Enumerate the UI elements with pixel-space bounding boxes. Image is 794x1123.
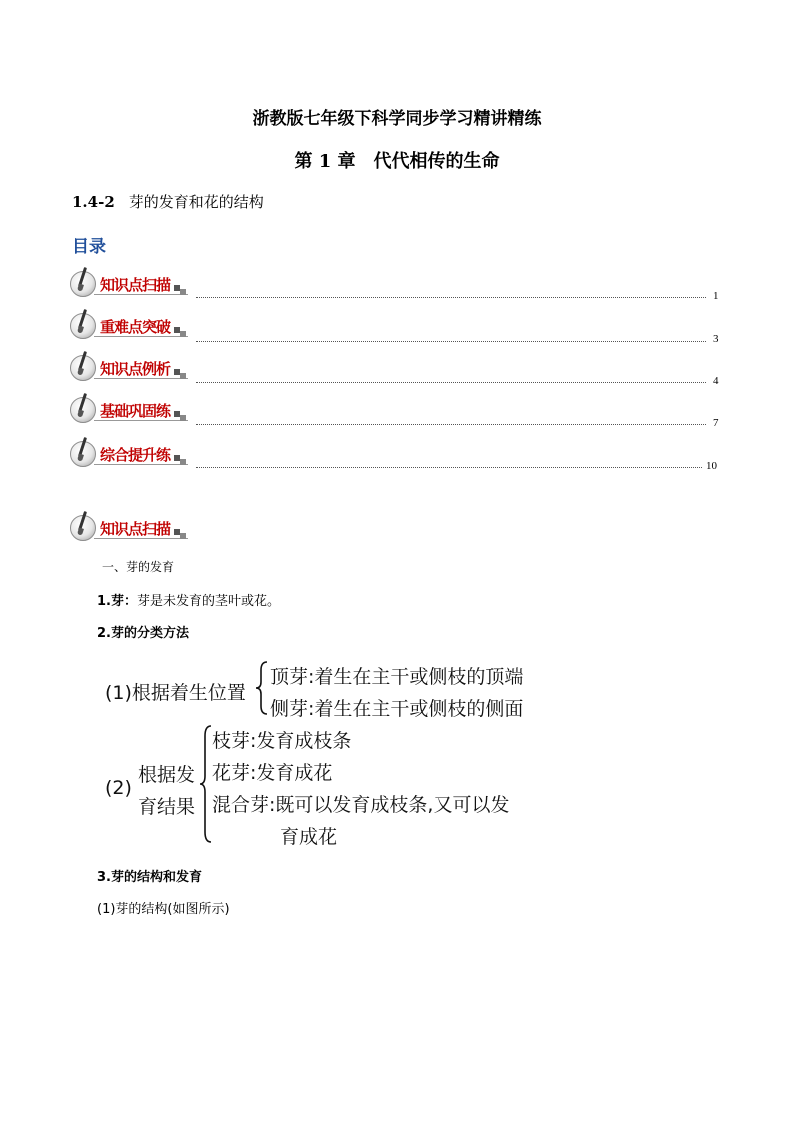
- toc-item-badge[interactable]: [70, 440, 196, 468]
- brace-icon: [199, 724, 213, 844]
- lesson-title: [72, 191, 264, 212]
- toc-item-badge[interactable]: [70, 354, 196, 382]
- toc-page-number: 10: [706, 460, 717, 472]
- point-3: 3.芽的结构和发育: [97, 870, 202, 885]
- point-2: 2.芽的分类方法: [97, 626, 189, 641]
- toc-item-label: 知识点扫描: [100, 276, 171, 294]
- toc-item-label: 综合提升练: [100, 446, 171, 464]
- subheading: 一、芽的发育: [102, 560, 175, 574]
- diagram-row2-item: 混合芽:既可以发育成枝条,又可以发: [212, 794, 510, 816]
- point-1-label: 1.芽：: [97, 594, 137, 609]
- book-title: 浙教版七年级下科学同步学习精讲精练: [252, 109, 542, 129]
- diagram-row1-item: 顶芽:着生在主干或侧枝的顶端: [270, 666, 524, 688]
- toc-dot-leader: [196, 467, 702, 468]
- toc-item-label: 知识点例析: [100, 360, 171, 378]
- brace-icon: [255, 660, 269, 716]
- lesson-number: 1.4-2: [72, 193, 115, 211]
- toc-dot-leader: [196, 382, 706, 383]
- toc-dot-leader: [196, 424, 706, 425]
- diagram-row2-head-line2: 育结果: [138, 796, 196, 818]
- toc-dot-leader: [196, 297, 706, 298]
- section-badge: [70, 514, 196, 542]
- toc-item-label: 重难点突破: [100, 318, 171, 336]
- point-3-sub: (1)芽的结构(如图所示): [97, 902, 230, 917]
- diagram-row2-item: 花芽:发育成花: [212, 762, 333, 784]
- diagram-row2-item: 育成花: [280, 826, 338, 848]
- point-1-text: 芽是未发育的茎叶或花。: [136, 594, 280, 609]
- diagram-row2-head-line1: 根据发: [138, 764, 196, 786]
- toc-dot-leader: [196, 341, 706, 342]
- diagram-row1-item: 侧芽:着生在主干或侧枝的侧面: [270, 698, 524, 720]
- toc-page-number: 7: [713, 417, 719, 429]
- diagram-row2-item: 枝芽:发育成枝条: [212, 730, 352, 752]
- diagram-row2-num: (2): [105, 777, 132, 799]
- point-1: [97, 590, 280, 609]
- toc-page-number: 3: [713, 333, 719, 345]
- toc-item-label: 基础巩固练: [100, 402, 171, 420]
- toc-page-number: 4: [713, 375, 719, 387]
- toc-page-number: 1: [713, 290, 719, 302]
- lesson-name: 芽的发育和花的结构: [128, 193, 264, 211]
- toc-item-badge[interactable]: [70, 270, 196, 298]
- diagram-row1-head: (1)根据着生位置: [105, 682, 246, 704]
- section-badge-label: 知识点扫描: [100, 520, 171, 538]
- toc-item-badge[interactable]: [70, 396, 196, 424]
- toc-item-badge[interactable]: [70, 312, 196, 340]
- toc-heading: 目录: [72, 237, 106, 257]
- chapter-title: 第 1 章 代代相传的生命: [294, 151, 500, 172]
